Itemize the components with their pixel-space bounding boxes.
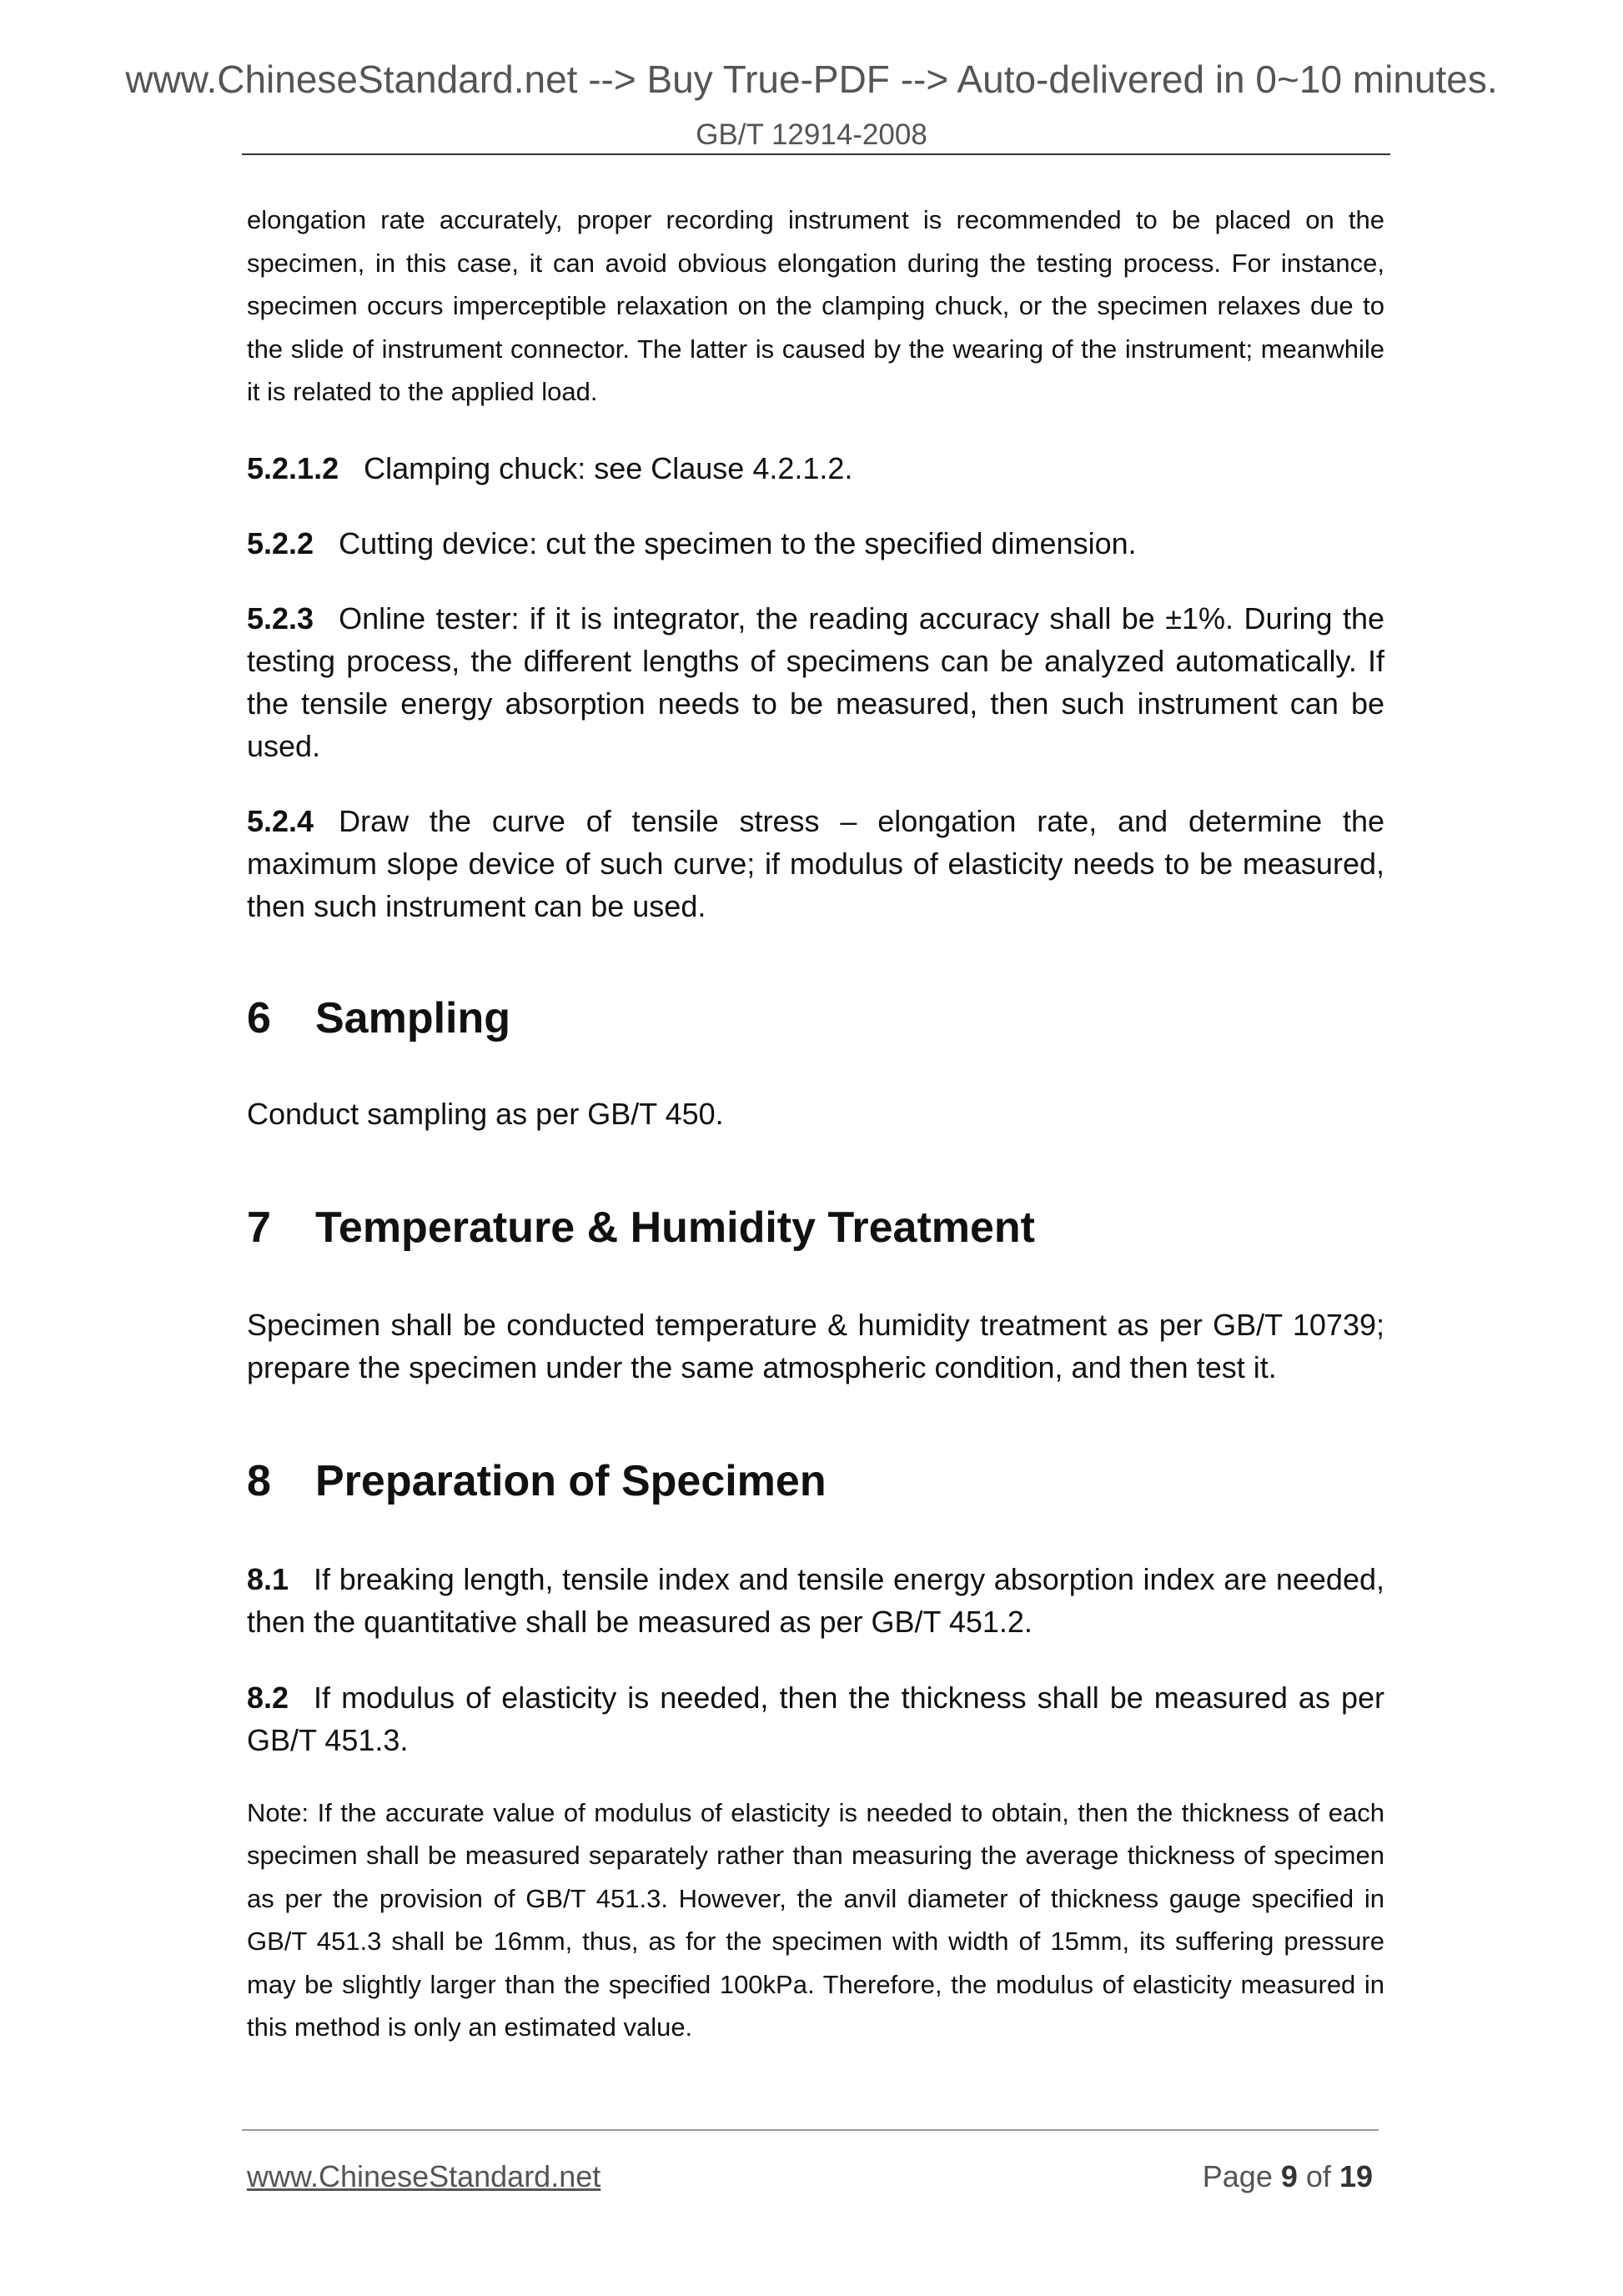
header-divider <box>242 153 1390 155</box>
clause-8-2 <box>247 1676 1384 1761</box>
section-title: Preparation of Specimen <box>315 1457 827 1506</box>
section-6-heading <box>247 992 1384 1044</box>
clause-8-1 <box>247 1558 1384 1643</box>
section-6-text: Conduct sampling as per GB/T 450. <box>247 1096 724 1131</box>
page-current: 9 <box>1280 2159 1298 2193</box>
clause-text: Clamping chuck: see Clause 4.2.1.2. <box>364 450 853 485</box>
section-number: 6 <box>247 993 271 1042</box>
section-7-text: Specimen shall be conducted temperature & humidity treatment as per GB/T 10739; prepare the specimen under the same atmospheric condition, and then test it. <box>247 1308 1384 1385</box>
clause-text: Cutting device: cut the specimen to the specified dimension. <box>339 525 1137 560</box>
clause-5-2-1-2 <box>247 447 1384 490</box>
page-of: of <box>1305 2159 1331 2193</box>
clause-number: 8.1 <box>247 1561 289 1596</box>
page-prefix: Page <box>1202 2159 1273 2193</box>
clause-5-2-3 <box>247 597 1384 767</box>
intro-paragraph: elongation rate accurately, proper recording instrument is recommended to be placed on the specimen, in this case, it can avoid obvious elongation during the testing process. For instance, specimen occurs imperceptible relaxation on the clamping chuck, or the specimen relaxes due to the slide of instrument connector. The latter is caused by the wearing of the instrument; meanwhile it is related to the applied load. <box>247 205 1384 406</box>
clause-text: If breaking length, tensile index and tensile energy absorption index are needed, then the quantitative shall be measured as per GB/T 451.2. <box>247 1561 1384 1639</box>
clause-number: 5.2.2 <box>247 525 314 560</box>
section-number: 8 <box>247 1457 271 1506</box>
clause-text: If modulus of elasticity is needed, then the thickness shall be measured as per GB/T 451.3. <box>247 1680 1384 1757</box>
clause-number: 8.2 <box>247 1680 289 1715</box>
clause-text: Online tester: if it is integrator, the reading accuracy shall be ±1%. During the testing process, the different lengths of specimens can be analyzed automatically. If the tensile energy absorption needs to be measured, then such instrument can be used. <box>247 600 1384 763</box>
footer-divider <box>242 2129 1379 2131</box>
clause-5-2-4 <box>247 800 1384 927</box>
clause-number: 5.2.3 <box>247 600 314 636</box>
header-banner: www.ChineseStandard.net --> Buy True-PDF --> Auto-delivered in 0~10 minutes. <box>125 58 1498 101</box>
section-8-heading <box>247 1455 1384 1507</box>
clause-number: 5.2.1.2 <box>247 450 339 485</box>
note-paragraph: Note: If the accurate value of modulus of elasticity is needed to obtain, then the thickness of each specimen shall be measured separately rather than measuring the average thickness of specimen as per the provision of GB/T 451.3. However, the anvil diameter of thickness gauge specified in GB/T 451.3 shall be 16mm, thus, as for the specimen with width of 15mm, its suffering pressure may be slightly larger than the specified 100kPa. Therefore, the modulus of elasticity measured in this method is only an estimated value. <box>247 1797 1384 2042</box>
page-number <box>1203 2159 1373 2194</box>
clause-number: 5.2.4 <box>247 803 314 838</box>
header-standard-code: GB/T 12914-2008 <box>696 118 927 151</box>
footer-website-link[interactable]: www.ChineseStandard.net <box>247 2159 601 2193</box>
clause-text: Draw the curve of tensile stress – elongation rate, and determine the maximum slope device of such curve; if modulus of elasticity needs to be measured, then such instrument can be used. <box>247 803 1384 923</box>
section-title: Temperature & Humidity Treatment <box>315 1203 1036 1252</box>
section-7-heading <box>247 1202 1384 1254</box>
clause-5-2-2 <box>247 522 1384 565</box>
page-total: 19 <box>1339 2159 1373 2193</box>
section-title: Sampling <box>315 993 511 1042</box>
page-content <box>247 198 1384 2049</box>
section-number: 7 <box>247 1203 271 1252</box>
